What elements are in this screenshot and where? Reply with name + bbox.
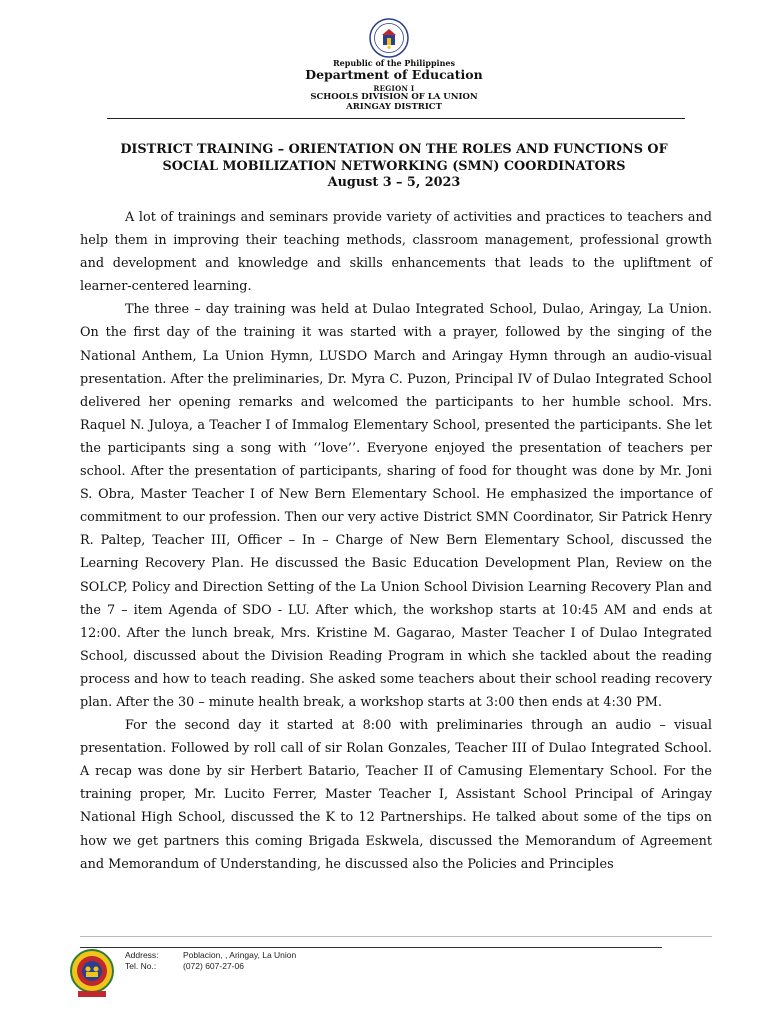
title-line-1: DISTRICT TRAINING – ORIENTATION ON THE ROLES AND FUNCTIONS OF — [120, 142, 668, 157]
paragraph: The three – day training was held at Dulao Integrated School, Dulao, Aringay, La Union. On the first day of the training it was started with a prayer, followed by the singing of the National Anthem, La Union Hymn, LUSDO March and Aringay Hymn through an audio-visual presentation. After the preliminaries, Dr. Myra C. Puzon, Principal IV of Dulao Integrated School delivered her opening remarks and welcomed the participants to her humble school. Mrs. Raquel N. Juloya, a Teacher I of Immalog Elementary School, presented the participants. She let the participants sing a song with ‘’love’’. Everyone enjoyed the presentation of teachers per school. After the presentation of participants, sharing of food for thought was done by Mr. Joni S. Obra, Master Teacher I of New Bern Elementary School. He emphasized the importance of commitment to our profession. Then our very active District SMN Coordinator, Sir Patrick Henry R. Paltep, Teacher III, Officer – In – Charge of New Bern Elementary School, discussed the Learning Recovery Plan. He discussed the Basic Education Development Plan, Review on the SOLCP, Policy and Direction Setting of the La Union School Division Learning Recovery Plan and the 7 – item Agenda of SDO - LU. After which, the workshop starts at 10:45 AM and ends at 12:00. After the lunch break, Mrs. Kristine M. Gagarao, Master Teacher I of Dulao Integrated School, discussed about the Division Reading Program in which she tackled about the reading process and how to teach reading. She asked some teachers about their school reading recovery plan. After the 30 – minute health break, a workshop starts at 3:00 then ends at 4:30 PM. — [80, 302, 712, 710]
document-title — [80, 142, 708, 192]
paragraph: For the second day it started at 8:00 with preliminaries through an audio – visual presentation. Followed by roll call of sir Rolan Gonzales, Teacher III of Dulao Integrated School. A recap was done by sir Herbert Batario, Teacher II of Camusing Elementary School. For the training proper, Mr. Lucito Ferrer, Master Teacher I, Assistant School Principal of Aringay National High School, discussed the K to 12 Partnerships. He talked about some of the tips on how we get partners this coming Brigada Eskwela, discussed the Memorandum of Agreement and Memorandum of Understanding, he discussed also the Policies and Principles — [80, 718, 712, 872]
address-row — [125, 950, 296, 961]
tel-row — [125, 961, 296, 972]
address-label: Address: — [125, 950, 159, 960]
title-line-2: SOCIAL MOBILIZATION NETWORKING (SMN) COORDINATORS — [162, 158, 626, 174]
division-line: SCHOOLS DIVISION OF LA UNION — [310, 92, 478, 102]
region-line: REGION I — [373, 84, 415, 93]
footer-divider-dark — [80, 947, 662, 948]
tel-value: (072) 607-27-06 — [183, 960, 244, 971]
title-date: August 3 – 5, 2023 — [327, 175, 461, 190]
footer-address-block — [125, 950, 296, 971]
republic-line: Republic of the Philippines — [332, 58, 455, 68]
address-value: Poblacion, , Aringay, La Union — [183, 950, 297, 960]
aringay-district-seal-icon — [66, 948, 118, 998]
tel-label: Tel. No.: — [125, 960, 157, 971]
department-name: Department of Education — [305, 67, 483, 82]
deped-seal-icon — [369, 18, 409, 58]
paragraph: A lot of trainings and seminars provide variety of activities and practices to teachers and help them in improving their teaching methods, classroom management, professional growth and development and knowledge and skills enhancements that leads to the upliftment of learner-centered learning. — [80, 210, 712, 295]
header-divider — [107, 118, 685, 119]
district-line: ARINGAY DISTRICT — [346, 102, 442, 112]
footer-divider — [80, 936, 712, 937]
document-body — [80, 206, 712, 876]
